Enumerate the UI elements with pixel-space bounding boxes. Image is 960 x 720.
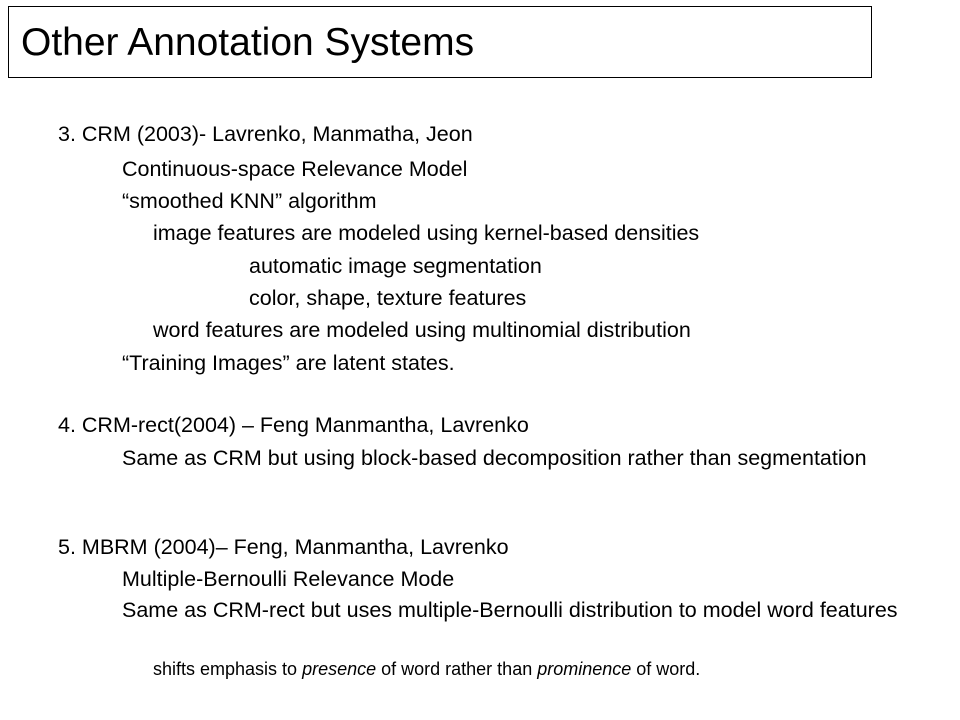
slide-title: Other Annotation Systems — [21, 21, 475, 64]
mbrm-line-1: Multiple-Bernoulli Relevance Mode — [122, 567, 455, 591]
mbrm-line-3-prominence: prominence — [537, 659, 632, 679]
crm-line-1: Continuous-space Relevance Model — [122, 157, 468, 181]
mbrm-heading: 5. MBRM (2004)– Feng, Manmantha, Lavrenko — [58, 535, 509, 559]
crm-line-7: “Training Images” are latent states. — [122, 351, 455, 375]
mbrm-line-3-presence: presence — [302, 659, 377, 679]
crm-heading: 3. CRM (2003)- Lavrenko, Manmatha, Jeon — [58, 122, 473, 146]
crm-line-4: automatic image segmentation — [249, 254, 542, 278]
title-box — [8, 6, 872, 78]
mbrm-line-2: Same as CRM-rect but uses multiple-Bernoulli distribution to model word features — [122, 598, 898, 622]
mbrm-line-3-mid: of word rather than — [376, 659, 538, 679]
crm-line-3: image features are modeled using kernel-based densities — [153, 221, 700, 245]
crm-rect-heading: 4. CRM-rect(2004) – Feng Manmantha, Lavrenko — [58, 413, 529, 437]
crm-line-2: “smoothed KNN” algorithm — [122, 189, 377, 213]
crm-line-5: color, shape, texture features — [249, 286, 527, 310]
mbrm-line-3-pre: shifts emphasis to — [153, 659, 303, 679]
mbrm-line-3 — [153, 658, 700, 680]
mbrm-line-3-post: of word. — [631, 659, 701, 679]
crm-line-6: word features are modeled using multinomial distribution — [153, 318, 691, 342]
crm-rect-line-1: Same as CRM but using block-based decomposition rather than segmentation — [122, 446, 867, 470]
